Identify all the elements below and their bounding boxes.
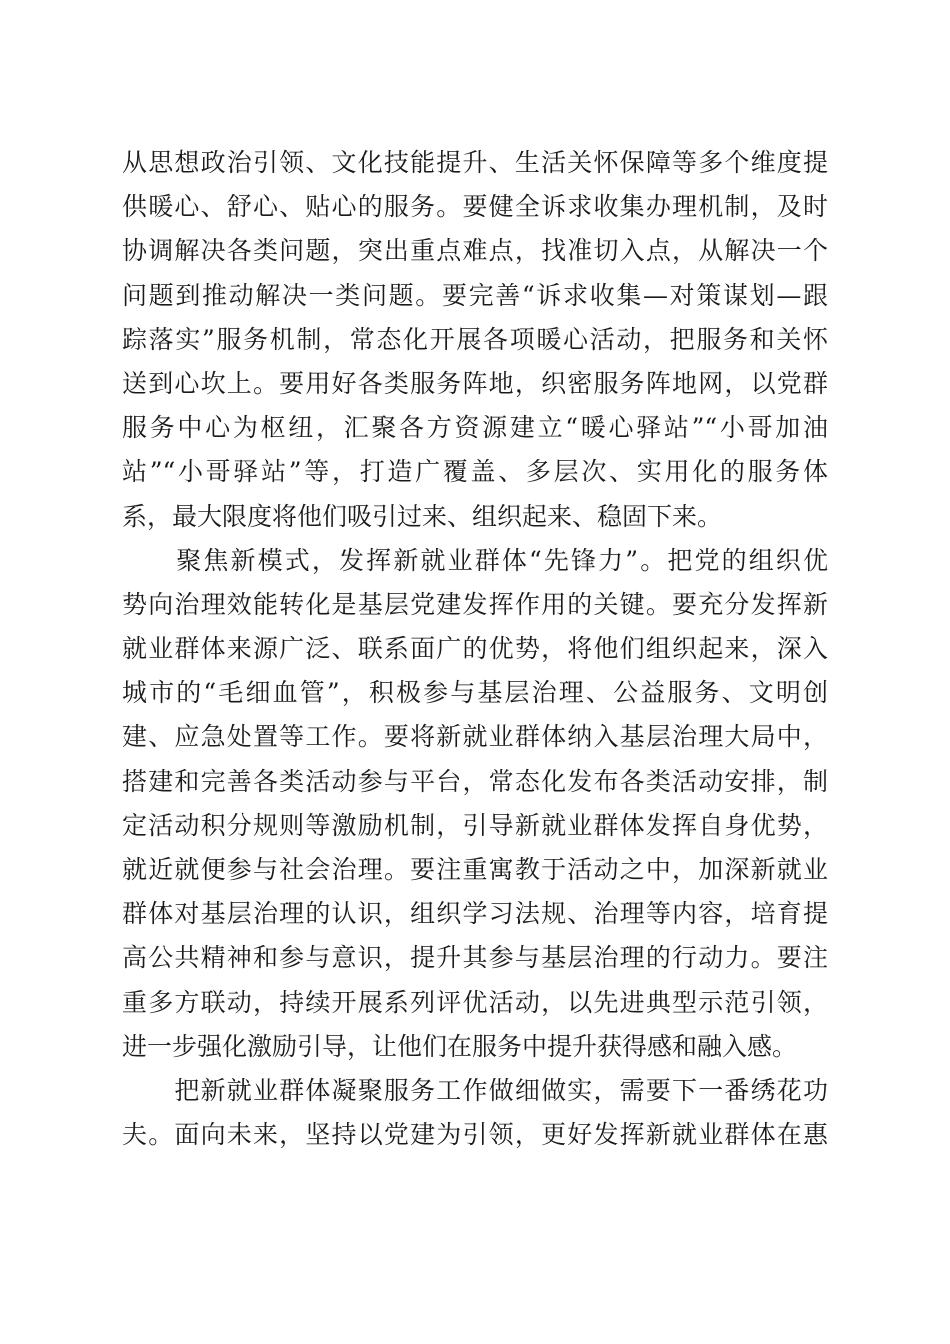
text-line: 踪落实”服务机制，常态化开展各项暖心活动，把服务和关怀 <box>122 324 828 354</box>
text-line: 系，最大限度将他们吸引过来、组织起来、稳固下来。 <box>122 501 723 531</box>
text-line: 供暖心、舒心、贴心的服务。要健全诉求收集办理机制，及时 <box>122 192 828 222</box>
text-line: 协调解决各类问题，突出重点难点，找准切入点，从解决一个 <box>122 236 828 266</box>
text-line: 服务中心为枢纽，汇聚各方资源建立“暖心驿站”“小哥加油 <box>122 413 828 443</box>
paragraph-3 <box>122 1069 828 1157</box>
text-line: 定活动积分规则等激励机制，引导新就业群体发挥自身优势， <box>122 810 828 840</box>
text-line: 建、应急处置等工作。要将新就业群体纳入基层治理大局中， <box>122 722 828 752</box>
text-line: 就近就便参与社会治理。要注重寓教于活动之中，加深新就业 <box>122 855 828 884</box>
text-line: 夫。面向未来，坚持以党建为引领，更好发挥新就业群体在惠 <box>122 1120 828 1150</box>
text-line: 群体对基层治理的认识，组织学习法规、治理等内容，培育提 <box>122 899 828 929</box>
document-body <box>122 141 828 1157</box>
text-line: 问题到推动解决一类问题。要完善“诉求收集—对策谋划—跟 <box>122 280 828 310</box>
text-line: 送到心坎上。要用好各类服务阵地，织密服务阵地网，以党群 <box>122 368 828 398</box>
text-line: 站”“小哥驿站”等，打造广覆盖、多层次、实用化的服务体 <box>122 457 828 487</box>
text-line: 搭建和完善各类活动参与平台，常态化发布各类活动安排，制 <box>122 766 828 796</box>
text-line: 势向治理效能转化是基层党建发挥作用的关键。要充分发挥新 <box>122 589 828 619</box>
text-line: 从思想政治引领、文化技能提升、生活关怀保障等多个维度提 <box>122 148 828 177</box>
text-line: 城市的“毛细血管”，积极参与基层治理、公益服务、文明创 <box>122 678 828 708</box>
text-line: 聚焦新模式，发挥新就业群体“先锋力”。把党的组织优 <box>122 545 828 575</box>
text-line: 重多方联动，持续开展系列评优活动，以先进典型示范引领， <box>122 987 828 1017</box>
text-line: 就业群体来源广泛、联系面广的优势，将他们组织起来，深入 <box>122 634 828 664</box>
paragraph-2 <box>122 539 828 1069</box>
text-line: 把新就业群体凝聚服务工作做细做实，需要下一番绣花功 <box>122 1075 828 1105</box>
text-line: 进一步强化激励引导，让他们在服务中提升获得感和融入感。 <box>122 1031 798 1061</box>
text-line: 高公共精神和参与意识，提升其参与基层治理的行动力。要注 <box>122 943 828 973</box>
paragraph-1 <box>122 141 828 539</box>
